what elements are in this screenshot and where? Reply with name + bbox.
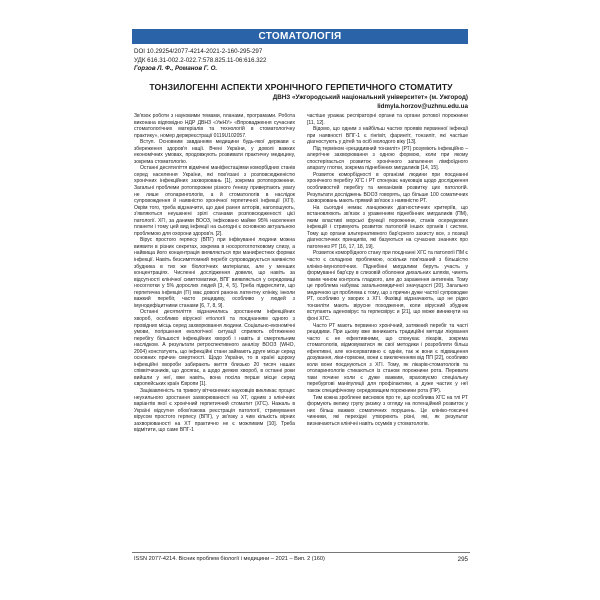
article-meta [134, 48, 474, 74]
article-title: ТОНЗИЛОГЕННІ АСПЕКТИ ХРОНІЧНОГО ГЕРПЕТИЧНОГО СТОМАТИТУ [149, 82, 453, 92]
paragraph: Розвиток коморбідного стану при поєднанні ХГС та патології ПМ є часто є складною проблемою, оскільки пов'язаний з більшістю клініко-імунологічних. Піднебінні мигдалики беруть участь у формуванні бар'єру в слизовій оболонки дихальних шляхів, чинять таким чином контроль гладкого, але до зараження антигенів. Тому це проблема набуває загальномедичної значущості [20]. Загально медичною ця проблема є тому, що з причин дуже частої супроводже РТ, особливо у хворих з ХГІ. Фахівці відзначають, що не рідко тонзиліти мають вірусне походження, коли вірусний збудник вступають аденовірус та герпесвірус и [21], що може виникнути на фоні ХГС. [307, 250, 468, 322]
authors-line: Горзов Л. Ф., Романов Г. О. [134, 65, 218, 72]
paragraph: Вірус простого герпесу (ВПГ) при інфікуванні людини можна виявити в різних секретах, зокрема в носоротоглотковому слизу, а найвища його концентрація виявляється при манифестних формах інфекції. Навіть безсимптомний перебіг супроводжується наявністю збудника в тих же біологічних матеріалах, але у менших концентраціях. Численні дослідження довели, що навіть за відсутності клінічної симптоматики, ВПГ виявляється у середовищі носоглотки у 5% дорослих людей [3, 4, 5]. Треба підкреслити, що герпетична інфекція (ГІ) має доволі ранона латентну клініку, інколи важкий перебіг, часто рецидиву, особливо у людей з імунодефіцитними станами [6, 7, 8, 9]. [134, 237, 295, 309]
journal-citation: ISSN 2077-4214. Вісник проблем біології і медицини – 2021 – Вип. 2 (160) [134, 556, 325, 562]
paragraph: Вступ. Основним завданням медицини будь-якої держави є збереження здоров'я нації. Вчені України, у доволі важких економічних умовах, продовжують розвивати практичну медицину, зокрема стоматологію. [134, 139, 295, 165]
text-column-right [307, 113, 468, 545]
paragraph: Часто РТ мають первинно хронічний, затяжний перебіг та часті рецидиви. При цьому вже виникають традиційні методи лікування часто є не ефективними, що спонукає лікарів, зокрема стоматологів, відмовуватися як свої методики і розробляти більш ефективні, але консервативно є однім, так ж вони є підвищення дозування, ліки-гормони, вони є виключенням від ПП [22], особливо коли вони поєднуються з ХГІ. Тому, як лікарів-стоматологів та отоларингологів стикаються із станом порожнини рота. Перевати таки почине коли є дуже важким, враховуємо спеціальну перебургові маніпуляції для профілактики, а дуже частих у неї також специфічному середовищем порожнини рота (ПР). [307, 322, 468, 394]
paragraph: Зв'язок роботи з науковими темами, планами, програмами. Робота виконана відповідно НДР ДВНЗ «УжНУ» «Впровадження сучасних стоматологічних матеріалів та технологій в стоматологічну практику», номер держреєстрації 0119U102057. [134, 113, 295, 139]
paragraph: На сьогодні немає ланцюжних діагностичних критеріїв, що встановлюють зв'язок з ураженням піднебінних мигдаликів (ПМ), яким властиві морські функції порожнини, станів осередкових інфекцій і стримують розвиток патологій інших органів і систем. Тому що органи альтернативного бар'єрного захисту все, з позиції діагностичних принципів, які базуються на сучасних знаннях про патогенез РТ [16, 17, 18, 19]. [307, 204, 468, 250]
paragraph: Тим кожна зроблене висновок про те, що особлива ХГС на тлі РТ формують велику групу ризику з огляду на потенційний розвиток у них більш важких соматичних порушень. Це клініко-токсичні чинники, які перехідні утворюють різні, які, як результат визначаються клінічні навіть осумків у стоматологів. [307, 394, 468, 427]
section-title: СТОМАТОЛОГІЯ [258, 31, 342, 42]
affiliation-email: lidmyla.horzov@uzhnu.edu.ua [377, 103, 468, 110]
paragraph: частіше уражає респіраторні органи та органи ротової порожнини [11, 12]. [307, 113, 468, 126]
affiliation-block [134, 93, 468, 111]
affiliation-org: ДВНЗ «Ужгородський національний університет» (м. Ужгород) [272, 94, 468, 101]
section-header [132, 29, 468, 44]
paragraph: Розвиток коморбідності в організмі людини при поєднанні хронічного перебігу ХГС і РТ спонукає науковців щодо дослідження особливостей перебігу та механізмів розвитку цих патологій. Результати досліджень ВООЗ говорять, що більше 100 соматичних захворювань мають прямий зв'язок з наявністю РТ. [307, 171, 468, 205]
page-number: 295 [457, 556, 468, 563]
paragraph: Останні десятиліття відзначились зростанням інфекційних хвороб, особливо вірусної етіології та поєднанням одного з провідних місць серед захворювання людини. Соціально-економічні умови, погіршення екологічної ситуації сприяють обтяженню перебігу більшості інфекційних хвороб і навіть зі смертельним наслідком. А результати ретроспективного аналізу ВООЗ (WHO, 2004) констатують, що інфекційні стани займають друге місце серед основних причин смертності. Щодо України, то в країні щороку інфекційні хвороби забирають життя близько 20 тисяч наших співвітчизників, що досягає, а щодо деяких хвороб, в останні роки вийшли у неї, вже навіть, вона посіла перше місце серед європейських країн Європи [1]. [134, 309, 295, 388]
text-column-left [134, 113, 295, 545]
udk-line: УДК 616.31-002.2-022.7:578.825.11-06:616.322 [134, 56, 267, 64]
doi-line: DOI 10.29254/2077-4214-2021-2-160-295-297 [134, 48, 263, 55]
paragraph: Зацікавленість та тривогу вітчизняних науковців викликає процес неухильного зростання захворюваності на ХТ, одним з клінічних варіантів якої є хронічний герпетичний стоматит (ХГС). Нажаль в Україні відсутня обов'язкова реєстрація патології, стримування вірусом простого герпесу (ВПГ), у зв'язку з чим кількість вірних захворюваності на ХТ практично не є можливим [10]. Треба відмітити, що саме ВПГ-1 [134, 387, 295, 434]
paragraph: Останні десятиліття відмічені маніфестаціями коморбідних станів серед населення України, які пов'язані з розповсюдженістю хронічних інфекційних захворювань [1], зокрема ротопорожнини. Загальні проблеми ротопорожни різного ґенезу привертають увагу не лише отоларингологів, а й стоматологів в наслідок супровождення й наявністю хронічної герпетичної інфекції (ХГІ). Окрім того, треба відзначити, що дані рання алторів, наголошують, з'являються неушкнені зрілі станами розповсюдженості цієї патології. ХГІ, за даними ВООЗ, інфіковано майже 95% населення планети і тому цей вид інфекції на сьогодні є основною актуальною проблемою для охорони здоров'я. [2]. [134, 165, 295, 237]
footer-divider [132, 552, 470, 553]
paragraph: Відомо, що одним з найбільш частих проявів первинної інфекції при наявності ВПГ-1 є гінгівіт, фарингіт, тонзиліт, які частіше діагностують у дітей та осіб молодого віку [13]. [307, 126, 468, 146]
paragraph: Під терміном «рецидивний тонзиліт» (РТ) розуміють інфекційно – алергічне захворювання з одною формою, коли при якому спостерігається розвиток хронічного запалення лімфоїдного апарату глотки, зокрема піднебінних мигдаликів [14, 15]. [307, 145, 468, 172]
page-footer [134, 556, 468, 563]
